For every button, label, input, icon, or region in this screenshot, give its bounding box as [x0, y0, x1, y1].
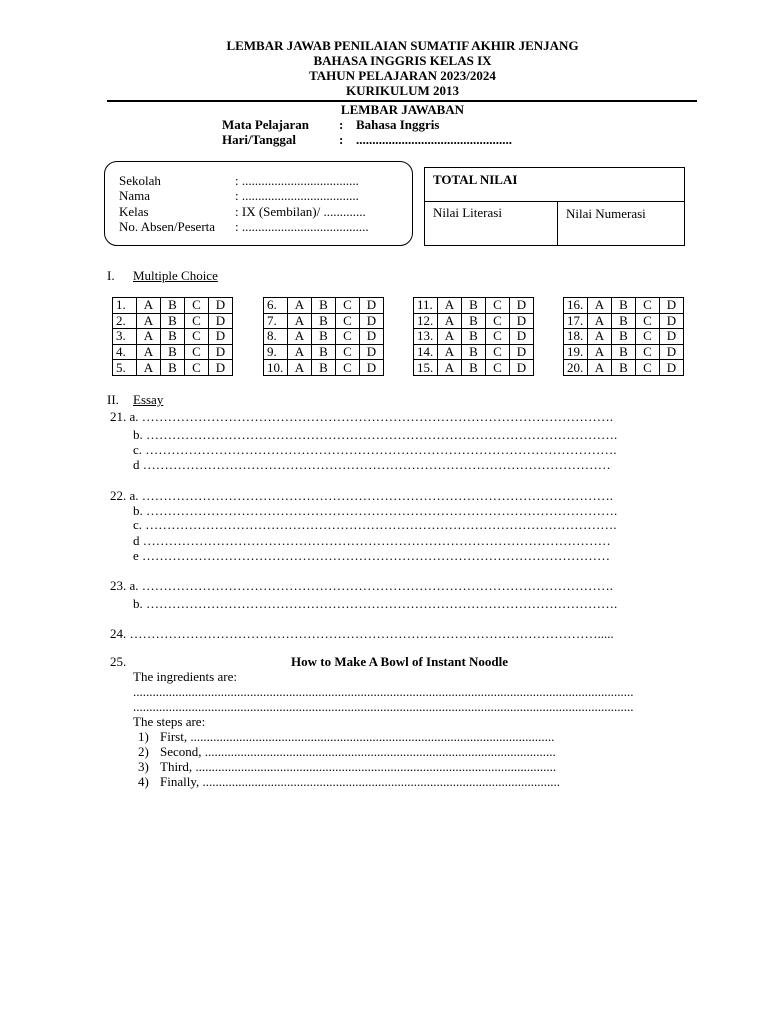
- mc-question-row: [264, 329, 384, 345]
- mc-option-c[interactable]: C: [636, 329, 660, 345]
- mc-option-c[interactable]: C: [486, 313, 510, 329]
- mc-question-number: 4.: [113, 344, 137, 360]
- name-label: Nama: [119, 188, 151, 203]
- q22-d-line[interactable]: d ………………………………………………………………………………………………: [133, 533, 611, 548]
- mc-question-row: [113, 329, 233, 345]
- q21-c-line[interactable]: c. ……………………………………………………………………………………………….: [133, 442, 617, 457]
- mc-option-d[interactable]: D: [660, 298, 684, 314]
- mc-option-c[interactable]: C: [486, 298, 510, 314]
- mc-option-d[interactable]: D: [660, 313, 684, 329]
- school-label: Sekolah: [119, 173, 161, 188]
- mc-option-a[interactable]: A: [588, 298, 612, 314]
- mc-question-row: [113, 360, 233, 376]
- mc-option-b[interactable]: B: [612, 344, 636, 360]
- mc-question-number: 9.: [264, 344, 288, 360]
- mc-option-c[interactable]: C: [336, 313, 360, 329]
- mc-option-c[interactable]: C: [336, 360, 360, 376]
- mc-question-row: [264, 313, 384, 329]
- mc-option-c[interactable]: C: [185, 298, 209, 314]
- mc-question-number: 12.: [414, 313, 438, 329]
- name-value[interactable]: : ....................................: [235, 188, 359, 203]
- mc-option-d[interactable]: D: [209, 329, 233, 345]
- mc-table-2: [263, 297, 384, 376]
- mc-option-b[interactable]: B: [462, 313, 486, 329]
- mc-option-a[interactable]: A: [438, 360, 462, 376]
- mc-question-row: [113, 313, 233, 329]
- mc-option-c[interactable]: C: [185, 344, 209, 360]
- mc-option-a[interactable]: A: [137, 360, 161, 376]
- class-label: Kelas: [119, 204, 149, 219]
- mc-question-row: [564, 344, 684, 360]
- mc-option-b[interactable]: B: [612, 298, 636, 314]
- q25-title: How to Make A Bowl of Instant Noodle: [291, 654, 509, 669]
- q25-number: 25.: [110, 654, 127, 669]
- mc-option-b[interactable]: B: [612, 313, 636, 329]
- school-value[interactable]: : ....................................: [235, 173, 359, 188]
- mc-option-b[interactable]: B: [312, 329, 336, 345]
- mc-option-a[interactable]: A: [438, 329, 462, 345]
- mc-option-a[interactable]: A: [288, 344, 312, 360]
- mc-option-c[interactable]: C: [636, 360, 660, 376]
- mc-question-number: 16.: [564, 298, 588, 314]
- literacy-score-label[interactable]: Nilai Literasi: [433, 205, 502, 220]
- mc-option-c[interactable]: C: [636, 313, 660, 329]
- header-title: LEMBAR JAWAB PENILAIAN SUMATIF AKHIR JENJANG: [226, 38, 579, 53]
- q22-a-line[interactable]: 22. a. ……………………………………………………………………………………………….: [110, 488, 614, 503]
- mc-option-a[interactable]: A: [137, 313, 161, 329]
- mc-option-b[interactable]: B: [612, 360, 636, 376]
- mc-question-row: [564, 360, 684, 376]
- ingredients-label: The ingredients are:: [133, 669, 237, 684]
- mc-option-a[interactable]: A: [438, 298, 462, 314]
- q24-line[interactable]: 24. ……………………………………………………………………………………………….....: [110, 626, 614, 641]
- step-1-number: 1): [138, 729, 149, 744]
- mc-question-row: [564, 298, 684, 314]
- mc-option-c[interactable]: C: [336, 329, 360, 345]
- mc-option-b[interactable]: B: [312, 298, 336, 314]
- school-row[interactable]: [119, 173, 359, 188]
- q23-b-line[interactable]: b. ……………………………………………………………………………………………….: [133, 596, 618, 611]
- q21-a-line[interactable]: 21. a. ……………………………………………………………………………………………….: [110, 409, 614, 424]
- mc-option-c[interactable]: C: [185, 329, 209, 345]
- step-2-line[interactable]: Second, ............................................................................................................: [160, 744, 556, 759]
- total-score-box: [424, 167, 685, 246]
- mc-option-d[interactable]: D: [510, 329, 534, 345]
- mc-option-d[interactable]: D: [360, 313, 384, 329]
- mc-option-d[interactable]: D: [360, 344, 384, 360]
- ingredients-line-1[interactable]: ..........................................................................................................................................................: [133, 684, 634, 699]
- q22-e-line[interactable]: e ………………………………………………………………………………………………: [133, 548, 611, 563]
- mc-question-number: 11.: [414, 298, 438, 314]
- class-row[interactable]: [119, 204, 366, 219]
- mc-question-row: [414, 313, 534, 329]
- mc-question-row: [414, 298, 534, 314]
- section-2-number: II.: [107, 392, 119, 407]
- mc-option-d[interactable]: D: [360, 329, 384, 345]
- mc-table-3: [413, 297, 534, 376]
- mc-question-number: 8.: [264, 329, 288, 345]
- mc-question-number: 2.: [113, 313, 137, 329]
- mc-option-d[interactable]: D: [660, 360, 684, 376]
- subject-label: Mata Pelajaran: [222, 117, 310, 132]
- mc-option-a[interactable]: A: [438, 313, 462, 329]
- mc-option-d[interactable]: D: [510, 298, 534, 314]
- mc-question-number: 6.: [264, 298, 288, 314]
- mc-question-number: 5.: [113, 360, 137, 376]
- mc-option-b[interactable]: B: [312, 313, 336, 329]
- mc-option-c[interactable]: C: [185, 313, 209, 329]
- subject-colon: :: [339, 117, 344, 132]
- step-1-line[interactable]: First, ................................................................................................................: [160, 729, 555, 744]
- mc-option-b[interactable]: B: [462, 344, 486, 360]
- q22-c-line[interactable]: c. ……………………………………………………………………………………………….: [133, 517, 617, 532]
- mc-question-number: 3.: [113, 329, 137, 345]
- mc-option-b[interactable]: B: [462, 298, 486, 314]
- mc-option-a[interactable]: A: [288, 298, 312, 314]
- mc-option-c[interactable]: C: [336, 298, 360, 314]
- step-4-number: 4): [138, 774, 149, 789]
- step-4-line[interactable]: Finally, ..............................................................................................................: [160, 774, 560, 789]
- mc-option-c[interactable]: C: [185, 360, 209, 376]
- mc-option-d[interactable]: D: [209, 313, 233, 329]
- header-subject-class: BAHASA INGGRIS KELAS IX: [313, 53, 492, 68]
- mc-option-a[interactable]: A: [588, 329, 612, 345]
- mc-option-d[interactable]: D: [360, 298, 384, 314]
- header-school-year: TAHUN PELAJARAN 2023/2024: [309, 68, 496, 83]
- class-value[interactable]: : IX (Sembilan)/ .............: [235, 204, 366, 219]
- score-divider: [425, 201, 684, 202]
- mc-question-number: 1.: [113, 298, 137, 314]
- mc-option-a[interactable]: A: [137, 329, 161, 345]
- mc-question-number: 10.: [264, 360, 288, 376]
- mc-option-d[interactable]: D: [510, 344, 534, 360]
- mc-question-row: [113, 298, 233, 314]
- mc-question-number: 20.: [564, 360, 588, 376]
- absen-value[interactable]: : .......................................: [235, 219, 369, 234]
- step-3-number: 3): [138, 759, 149, 774]
- ingredients-line-2[interactable]: ..........................................................................................................................................................: [133, 699, 634, 714]
- mc-question-number: 18.: [564, 329, 588, 345]
- mc-question-row: [264, 298, 384, 314]
- mc-option-a[interactable]: A: [137, 344, 161, 360]
- steps-label: The steps are:: [133, 714, 206, 729]
- mc-option-c[interactable]: C: [486, 360, 510, 376]
- mc-option-d[interactable]: D: [209, 360, 233, 376]
- mc-option-b[interactable]: B: [161, 298, 185, 314]
- mc-option-b[interactable]: B: [161, 360, 185, 376]
- student-info-box: [104, 161, 413, 246]
- mc-question-number: 17.: [564, 313, 588, 329]
- mc-option-a[interactable]: A: [288, 329, 312, 345]
- mc-option-d[interactable]: D: [510, 360, 534, 376]
- mc-question-number: 14.: [414, 344, 438, 360]
- mc-option-c[interactable]: C: [486, 329, 510, 345]
- mc-option-d[interactable]: D: [510, 313, 534, 329]
- absen-label: No. Absen/Peserta: [119, 219, 216, 234]
- mc-question-row: [564, 329, 684, 345]
- mc-table-4: [563, 297, 684, 376]
- mc-option-d[interactable]: D: [360, 360, 384, 376]
- mc-option-a[interactable]: A: [288, 313, 312, 329]
- q21-b-line[interactable]: b. ……………………………………………………………………………………………….: [133, 427, 618, 442]
- mc-option-d[interactable]: D: [660, 329, 684, 345]
- mc-table-1: [112, 297, 233, 376]
- mc-question-row: [414, 360, 534, 376]
- mc-question-row: [264, 360, 384, 376]
- mc-option-d[interactable]: D: [209, 344, 233, 360]
- mc-question-number: 7.: [264, 313, 288, 329]
- mc-option-d[interactable]: D: [660, 344, 684, 360]
- absen-row[interactable]: [119, 219, 369, 234]
- numeracy-score-label[interactable]: Nilai Numerasi: [566, 206, 646, 221]
- answer-sheet-title: LEMBAR JAWABAN: [340, 102, 465, 117]
- mc-question-number: 19.: [564, 344, 588, 360]
- mc-option-a[interactable]: A: [588, 360, 612, 376]
- mc-option-a[interactable]: A: [438, 344, 462, 360]
- mc-question-number: 15.: [414, 360, 438, 376]
- mc-option-c[interactable]: C: [486, 344, 510, 360]
- score-column-divider: [557, 201, 558, 245]
- q21-d-line[interactable]: d ………………………………………………………………………………………………: [133, 457, 611, 472]
- section-1-number: I.: [107, 268, 115, 283]
- mc-option-c[interactable]: C: [636, 298, 660, 314]
- mc-question-row: [414, 329, 534, 345]
- section-2-title: Essay: [133, 392, 164, 407]
- q22-b-line[interactable]: b. ……………………………………………………………………………………………….: [133, 503, 618, 518]
- date-label: Hari/Tanggal: [222, 132, 296, 147]
- mc-option-b[interactable]: B: [462, 329, 486, 345]
- mc-option-d[interactable]: D: [209, 298, 233, 314]
- mc-option-b[interactable]: B: [161, 313, 185, 329]
- mc-option-b[interactable]: B: [312, 360, 336, 376]
- date-value[interactable]: ................................................: [356, 132, 512, 147]
- name-row[interactable]: [119, 188, 359, 203]
- date-colon: :: [339, 132, 344, 147]
- mc-option-a[interactable]: A: [137, 298, 161, 314]
- mc-option-b[interactable]: B: [612, 329, 636, 345]
- mc-option-a[interactable]: A: [288, 360, 312, 376]
- mc-option-c[interactable]: C: [636, 344, 660, 360]
- section-1-title: Multiple Choice: [133, 268, 218, 283]
- subject-value[interactable]: Bahasa Inggris: [356, 117, 440, 132]
- step-3-line[interactable]: Third, ...............................................................................................................: [160, 759, 557, 774]
- mc-option-a[interactable]: A: [588, 344, 612, 360]
- header-curriculum: KURIKULUM 2013: [345, 83, 460, 98]
- mc-question-row: [564, 313, 684, 329]
- mc-option-a[interactable]: A: [588, 313, 612, 329]
- mc-question-row: [264, 344, 384, 360]
- mc-option-b[interactable]: B: [462, 360, 486, 376]
- mc-option-c[interactable]: C: [336, 344, 360, 360]
- step-2-number: 2): [138, 744, 149, 759]
- mc-question-row: [414, 344, 534, 360]
- mc-question-row: [113, 344, 233, 360]
- mc-option-b[interactable]: B: [312, 344, 336, 360]
- mc-option-b[interactable]: B: [161, 344, 185, 360]
- total-score-title: TOTAL NILAI: [433, 172, 518, 187]
- q23-a-line[interactable]: 23. a. ……………………………………………………………………………………………….: [110, 578, 614, 593]
- mc-option-b[interactable]: B: [161, 329, 185, 345]
- mc-question-number: 13.: [414, 329, 438, 345]
